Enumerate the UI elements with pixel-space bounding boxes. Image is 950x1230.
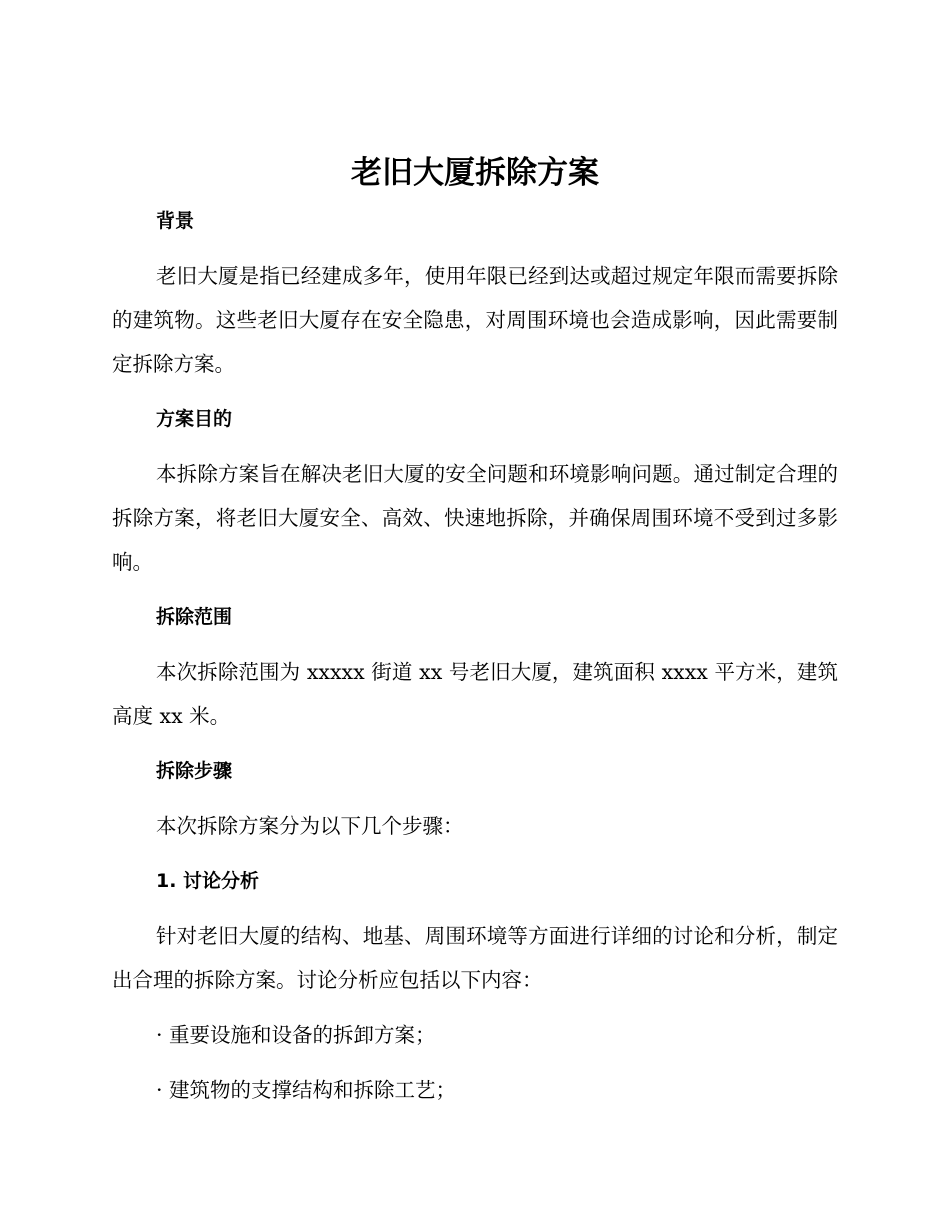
section-heading-discussion: 1. 讨论分析: [156, 870, 260, 892]
document-title: 老旧大厦拆除方案: [351, 155, 599, 191]
section-paragraph-steps: 本次拆除方案分为以下几个步骤：: [156, 814, 464, 838]
section-heading-background: 背景: [156, 210, 195, 232]
list-item: · 重要设施和设备的拆卸方案；: [156, 1023, 436, 1047]
list-item: · 建筑物的支撑结构和拆除工艺；: [156, 1078, 457, 1102]
document-body: [112, 199, 838, 1123]
section-paragraph-discussion: 针对老旧大厦的结构、地基、周围环境等方面进行详细的讨论和分析，制定出合理的拆除方案。讨论分析应包括以下内容：: [112, 924, 838, 992]
section-paragraph-purpose: 本拆除方案旨在解决老旧大厦的安全问题和环境影响问题。通过制定合理的拆除方案，将老旧大厦安全、高效、快速地拆除，并确保周围环境不受到过多影响。: [112, 462, 838, 574]
section-heading-steps: 拆除步骤: [156, 760, 233, 782]
section-heading-purpose: 方案目的: [156, 408, 233, 430]
section-heading-scope: 拆除范围: [156, 606, 233, 628]
section-paragraph-scope: 本次拆除范围为 xxxxx 街道 xx 号老旧大厦，建筑面积 xxxx 平方米，建筑高度 xx 米。: [112, 660, 838, 728]
section-paragraph-background: 老旧大厦是指已经建成多年，使用年限已经到达或超过规定年限而需要拆除的建筑物。这些老旧大厦存在安全隐患，对周围环境也会造成影响，因此需要制定拆除方案。: [112, 264, 838, 376]
